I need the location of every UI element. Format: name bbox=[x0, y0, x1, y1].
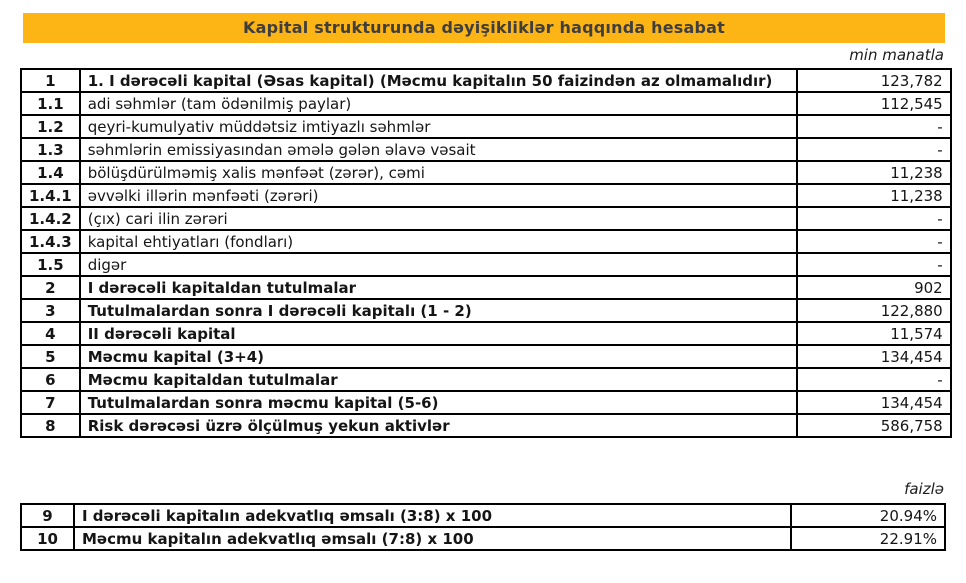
report-title: Kapital strukturunda dəyişikliklər haqqında hesabat bbox=[243, 18, 725, 37]
row-label-cell: Tutulmalardan sonra I dərəcəli kapitalı (1 - 2) bbox=[80, 299, 797, 322]
row-label-cell: 1. I dərəcəli kapital (Əsas kapital) (Məcmu kapitalın 50 faizindən az olmamalıdır) bbox=[80, 69, 797, 92]
row-label-cell: adi səhmlər (tam ödənilmiş paylar) bbox=[80, 92, 797, 115]
row-label-cell: Məcmu kapitalın adekvatlıq əmsalı (7:8) x 100 bbox=[74, 527, 791, 550]
table-row bbox=[21, 414, 951, 437]
table-row bbox=[21, 299, 951, 322]
row-number-cell: 10 bbox=[21, 527, 74, 550]
row-label-cell: I dərəcəli kapitalın adekvatlıq əmsalı (3:8) x 100 bbox=[74, 504, 791, 527]
unit-note-percent: faizlə bbox=[904, 480, 944, 498]
row-value-cell: 11,574 bbox=[797, 322, 951, 345]
row-value-cell: 122,880 bbox=[797, 299, 951, 322]
row-number-cell: 1.5 bbox=[21, 253, 80, 276]
unit-note-thousands: min manatla bbox=[849, 46, 944, 64]
row-value-cell: - bbox=[797, 368, 951, 391]
adequacy-ratio-table bbox=[20, 503, 946, 551]
row-number-cell: 1.1 bbox=[21, 92, 80, 115]
row-value-cell: - bbox=[797, 253, 951, 276]
table-row bbox=[21, 207, 951, 230]
row-label-cell: Tutulmalardan sonra məcmu kapital (5-6) bbox=[80, 391, 797, 414]
table-row bbox=[21, 92, 951, 115]
row-number-cell: 8 bbox=[21, 414, 80, 437]
row-number-cell: 5 bbox=[21, 345, 80, 368]
row-label-cell: I dərəcəli kapitaldan tutulmalar bbox=[80, 276, 797, 299]
row-value-cell: - bbox=[797, 207, 951, 230]
table-row bbox=[21, 69, 951, 92]
table-row bbox=[21, 345, 951, 368]
row-label-cell: Məcmu kapitaldan tutulmalar bbox=[80, 368, 797, 391]
row-number-cell: 2 bbox=[21, 276, 80, 299]
row-number-cell: 4 bbox=[21, 322, 80, 345]
report-title-bar bbox=[23, 13, 945, 43]
row-value-cell: 22.91% bbox=[791, 527, 945, 550]
row-label-cell: digər bbox=[80, 253, 797, 276]
table-row bbox=[21, 115, 951, 138]
table-row bbox=[21, 161, 951, 184]
row-label-cell: (çıx) cari ilin zərəri bbox=[80, 207, 797, 230]
row-number-cell: 1.4 bbox=[21, 161, 80, 184]
table-row bbox=[21, 138, 951, 161]
row-value-cell: 134,454 bbox=[797, 391, 951, 414]
table-row bbox=[21, 368, 951, 391]
row-number-cell: 6 bbox=[21, 368, 80, 391]
row-label-cell: bölüşdürülməmiş xalis mənfəət (zərər), cəmi bbox=[80, 161, 797, 184]
table-row bbox=[21, 276, 951, 299]
row-label-cell: II dərəcəli kapital bbox=[80, 322, 797, 345]
table-row bbox=[21, 527, 945, 550]
row-number-cell: 1.4.1 bbox=[21, 184, 80, 207]
row-number-cell: 7 bbox=[21, 391, 80, 414]
row-value-cell: 123,782 bbox=[797, 69, 951, 92]
row-number-cell: 1.2 bbox=[21, 115, 80, 138]
row-value-cell: 20.94% bbox=[791, 504, 945, 527]
row-label-cell: səhmlərin emissiyasından əmələ gələn əlavə vəsait bbox=[80, 138, 797, 161]
row-value-cell: 11,238 bbox=[797, 161, 951, 184]
table-row bbox=[21, 253, 951, 276]
capital-structure-table bbox=[20, 68, 952, 438]
table-row bbox=[21, 322, 951, 345]
row-value-cell: - bbox=[797, 138, 951, 161]
table-row bbox=[21, 184, 951, 207]
row-label-cell: Risk dərəcəsi üzrə ölçülmuş yekun aktivlər bbox=[80, 414, 797, 437]
row-number-cell: 1 bbox=[21, 69, 80, 92]
row-label-cell: kapital ehtiyatları (fondları) bbox=[80, 230, 797, 253]
row-number-cell: 1.3 bbox=[21, 138, 80, 161]
table-row bbox=[21, 230, 951, 253]
row-number-cell: 1.4.3 bbox=[21, 230, 80, 253]
row-label-cell: Məcmu kapital (3+4) bbox=[80, 345, 797, 368]
table-row bbox=[21, 391, 951, 414]
row-number-cell: 9 bbox=[21, 504, 74, 527]
table-row bbox=[21, 504, 945, 527]
row-label-cell: qeyri-kumulyativ müddətsiz imtiyazlı səhmlər bbox=[80, 115, 797, 138]
row-value-cell: 902 bbox=[797, 276, 951, 299]
row-value-cell: 134,454 bbox=[797, 345, 951, 368]
row-value-cell: 586,758 bbox=[797, 414, 951, 437]
row-number-cell: 1.4.2 bbox=[21, 207, 80, 230]
row-value-cell: 112,545 bbox=[797, 92, 951, 115]
row-value-cell: - bbox=[797, 115, 951, 138]
row-number-cell: 3 bbox=[21, 299, 80, 322]
row-value-cell: - bbox=[797, 230, 951, 253]
row-label-cell: əvvəlki illərin mənfəəti (zərəri) bbox=[80, 184, 797, 207]
row-value-cell: 11,238 bbox=[797, 184, 951, 207]
